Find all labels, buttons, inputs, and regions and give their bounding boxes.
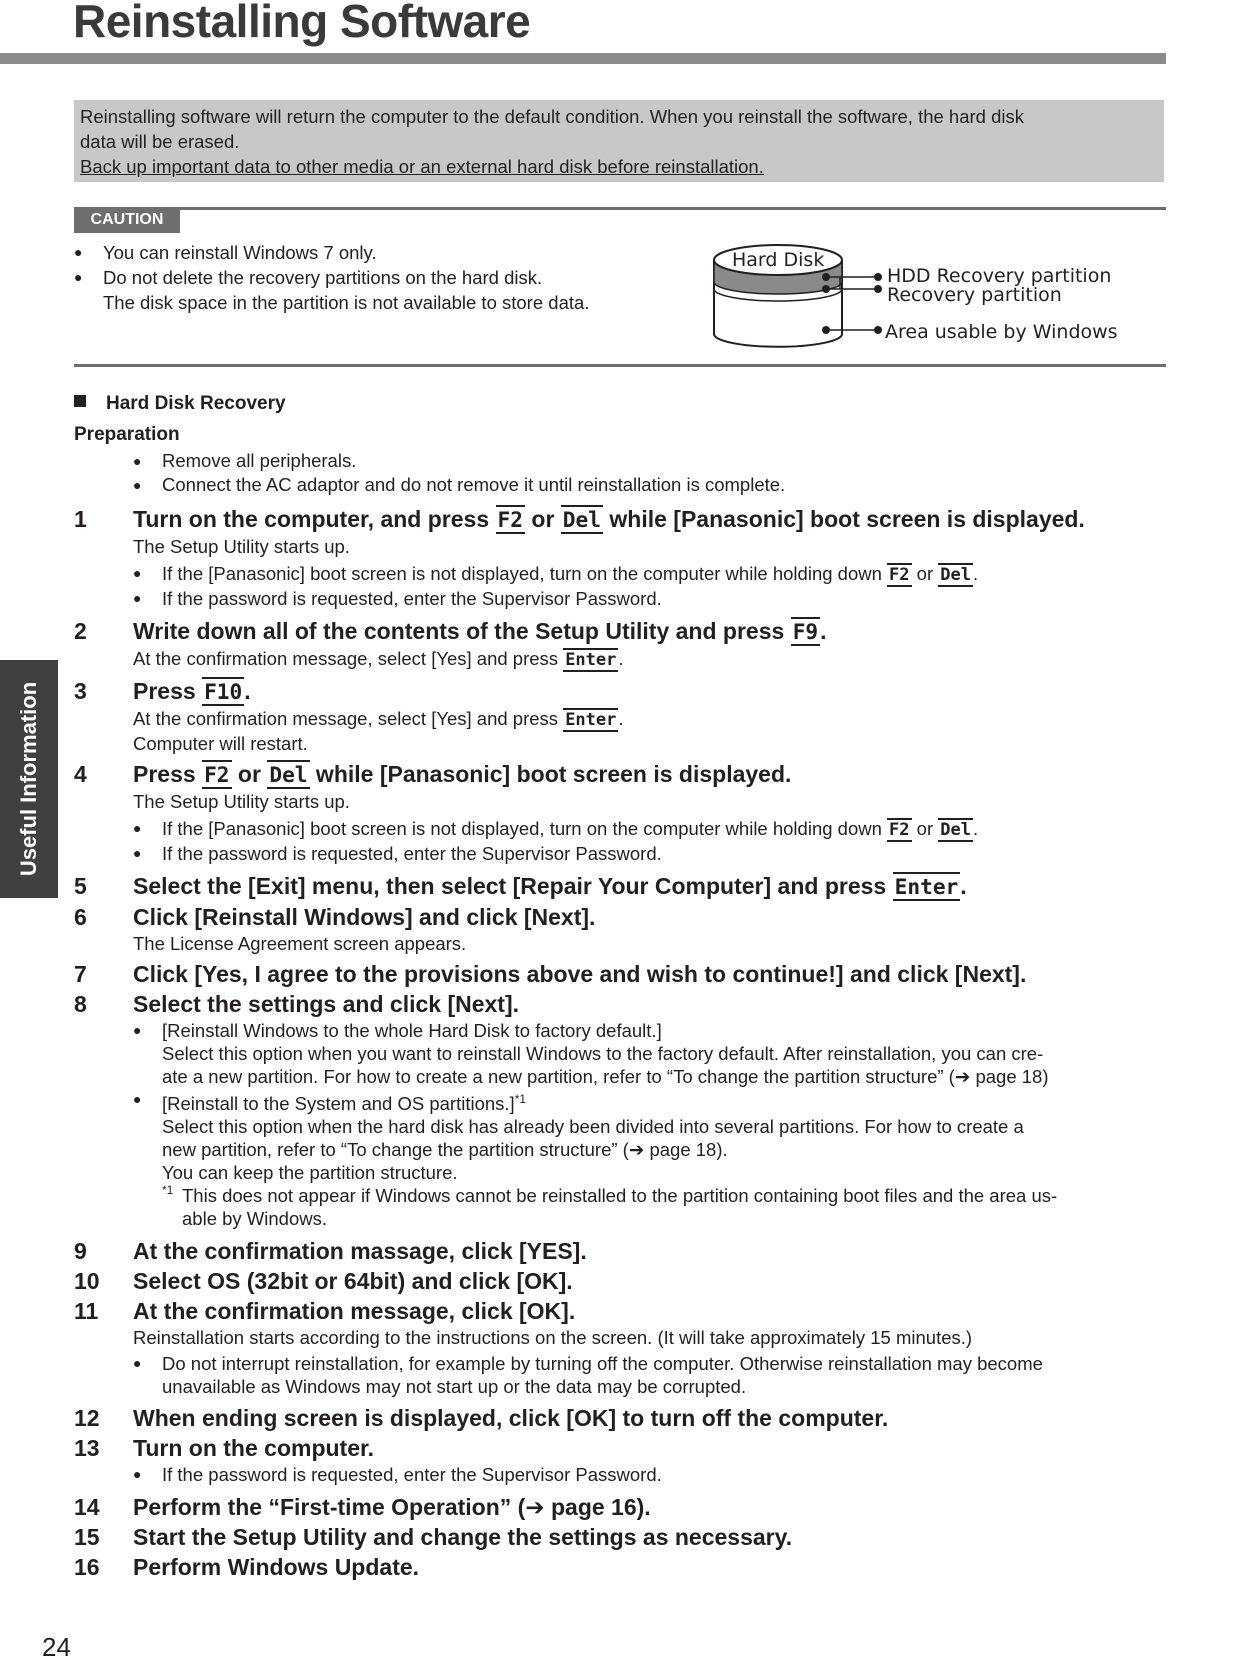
step-heading: Start the Setup Utility and change the settings as necessary. (133, 1524, 793, 1551)
step-heading: At the confirmation message, click [OK]. (133, 1298, 576, 1325)
step-bullet: ● If the password is requested, enter the Supervisor Password. (133, 1463, 1166, 1486)
key-enter: Enter (565, 710, 617, 730)
preparation-item: ● Remove all peripherals. (133, 449, 1133, 473)
intro-line: Reinstalling software will return the computer to the default condition. When you reinstall the software, the hard disk (80, 106, 1024, 127)
hard-disk-diagram (0, 0, 1240, 380)
step-bullet (133, 1088, 1166, 1230)
key-f2: F2 (204, 762, 230, 787)
step-bullet: ● If the password is requested, enter the Supervisor Password. (133, 842, 1166, 865)
label-recovery-partition: Recovery partition (887, 284, 1062, 306)
label-hdd-recovery-partition: HDD Recovery partition (887, 265, 1112, 287)
step-heading: Perform the “First-time Operation” (➔ page 16). (133, 1494, 651, 1521)
body-text: . (618, 648, 624, 669)
step-number: 8 (74, 991, 87, 1017)
step-bullet: ● If the password is requested, enter the Supervisor Password. (133, 587, 1166, 610)
step-text: while [Panasonic] boot screen is displayed. (309, 761, 792, 787)
intro-line: data will be erased. (80, 131, 240, 152)
section-heading (74, 393, 286, 415)
step-heading: When ending screen is displayed, click [OK] to turn off the computer. (133, 1405, 889, 1432)
intro-warning: Back up important data to other media or an external hard disk before reinstallation. (80, 156, 764, 177)
label-area-usable-by-windows: Area usable by Windows (885, 321, 1118, 343)
bullet-text: or (911, 818, 939, 839)
step-15 (74, 1522, 1166, 1552)
key-f2: F2 (497, 507, 523, 532)
step-14 (74, 1492, 1166, 1522)
step-number: 13 (74, 1435, 100, 1462)
caution-label: CAUTION (74, 207, 180, 233)
step-number: 3 (74, 678, 87, 704)
step-body (133, 707, 1166, 732)
step-text: Write down all of the contents of the Setup Utility and press (133, 618, 791, 644)
option-text: Select this option when you want to reinstall Windows to the factory default. After reinstallation, you can cre- (162, 1043, 1044, 1064)
step-9 (74, 1236, 1166, 1266)
footnote (162, 1184, 1166, 1230)
key-f9: F9 (792, 619, 819, 644)
step-number: 12 (74, 1405, 100, 1432)
step-8 (74, 989, 1166, 1230)
page-number: 24 (42, 1632, 71, 1662)
bullet-text: If the [Panasonic] boot screen is not displayed, turn on the computer while holding down (162, 563, 888, 584)
footnote-text: This does not appear if Windows cannot be reinstalled to the partition containing boot files and the area us- (182, 1185, 1058, 1207)
step-number: 10 (74, 1268, 100, 1295)
key-del: Del (940, 565, 971, 585)
step-heading: Perform Windows Update. (133, 1554, 420, 1581)
option-title: ● [Reinstall Windows to the whole Hard Disk to factory default.] (162, 1020, 662, 1041)
step-heading: Select OS (32bit or 64bit) and click [OK]. (133, 1268, 573, 1295)
step-text: . (244, 678, 251, 704)
side-tab (0, 660, 58, 898)
body-text: At the confirmation message, select [Yes] and press (133, 648, 564, 669)
preparation-item: ● Connect the AC adaptor and do not remove it until reinstallation is complete. (133, 473, 1133, 497)
bullet-text: ● Do not interrupt reinstallation, for example by turning off the computer. Otherwise reinstallation may become (162, 1353, 1043, 1375)
step-16 (74, 1552, 1166, 1582)
key-f10: F10 (204, 679, 243, 704)
step-heading: Click [Yes, I agree to the provisions above and wish to continue!] and click [Next]. (133, 961, 1027, 987)
step-heading (133, 871, 1166, 902)
step-bullet (133, 1352, 1166, 1398)
step-11 (74, 1296, 1166, 1398)
caution-item: ● You can reinstall Windows 7 only. (74, 240, 674, 265)
option-title-text: [Reinstall to the System and OS partitions.] (162, 1093, 515, 1115)
key-enter: Enter (565, 650, 617, 670)
bullet-text: If the [Panasonic] boot screen is not displayed, turn on the computer while holding down (162, 818, 888, 839)
option-title (162, 1088, 1166, 1115)
step-6 (74, 902, 1166, 955)
step-heading (133, 759, 1166, 790)
step-bullet (133, 1019, 1166, 1088)
step-1 (74, 504, 1166, 610)
step-4 (74, 759, 1166, 865)
step-number: 6 (74, 904, 87, 930)
step-text: while [Panasonic] boot screen is displayed. (603, 506, 1085, 532)
step-body: The Setup Utility starts up. (133, 791, 350, 812)
option-text: You can keep the partition structure. (162, 1162, 458, 1184)
step-12 (74, 1403, 1166, 1433)
step-number: 1 (74, 506, 87, 532)
step-text: Press (133, 678, 203, 704)
step-heading (133, 504, 1166, 535)
preparation-list (133, 449, 1133, 497)
step-text: or (231, 761, 268, 787)
option-text: new partition, refer to “To change the partition structure” (➔ page 18). (162, 1139, 728, 1161)
step-body (133, 647, 1166, 672)
body-text: . (618, 708, 624, 729)
bullet-text: . (973, 818, 979, 839)
step-text: . (960, 873, 967, 899)
step-heading (133, 616, 1166, 647)
step-heading (133, 676, 1166, 707)
preparation-title: Preparation (74, 424, 180, 445)
step-number: 5 (74, 873, 87, 899)
step-text: Select the [Exit] menu, then select [Repair Your Computer] and press (133, 873, 893, 899)
key-f2: F2 (889, 820, 910, 840)
body-text: At the confirmation message, select [Yes] and press (133, 708, 564, 729)
step-body: Computer will restart. (133, 733, 308, 754)
bullet-text: unavailable as Windows may not start up or the data may be corrupted. (162, 1376, 747, 1398)
option-text: Select this option when the hard disk has already been divided into several partitions. For how to create a (162, 1116, 1024, 1138)
option-text: ate a new partition. For how to create a new partition, refer to “To change the partition structure” (➔ page 18) (162, 1066, 1049, 1087)
step-number: 2 (74, 618, 87, 644)
step-heading: Turn on the computer. (133, 1435, 375, 1462)
footnote-text: able by Windows. (182, 1208, 327, 1230)
step-7 (74, 959, 1166, 989)
disk-label: Hard Disk (732, 249, 825, 271)
step-heading: At the confirmation massage, click [YES]. (133, 1238, 587, 1265)
step-body: The Setup Utility starts up. (133, 536, 350, 557)
step-13 (74, 1433, 1166, 1486)
bullet-text: or (911, 563, 939, 584)
step-bullet (133, 817, 1166, 842)
key-del: Del (940, 820, 971, 840)
step-number: 15 (74, 1524, 100, 1551)
step-5 (74, 871, 1166, 902)
section-title: Hard Disk Recovery (106, 393, 286, 414)
square-bullet-icon (74, 395, 86, 407)
step-body: The License Agreement screen appears. (133, 933, 467, 954)
step-body: Reinstallation starts according to the instructions on the screen. (It will take approximately 15 minutes.) (133, 1327, 973, 1349)
step-number: 9 (74, 1238, 87, 1265)
step-text: Turn on the computer, and press (133, 506, 496, 532)
caution-item-sub: The disk space in the partition is not available to store data. (103, 292, 590, 313)
step-heading: Select the settings and click [Next]. (133, 991, 520, 1017)
caution-item: ● Do not delete the recovery partitions on the hard disk. (74, 265, 674, 290)
step-number: 7 (74, 961, 87, 987)
footnote-ref: *1 (514, 1092, 527, 1106)
step-text: or (525, 506, 561, 532)
caution-rule-bottom (74, 364, 1166, 367)
step-number: 16 (74, 1554, 100, 1581)
key-del: Del (562, 507, 601, 532)
step-heading: Click [Reinstall Windows] and click [Next]. (133, 904, 596, 930)
step-number: 4 (74, 761, 87, 787)
step-text: . (820, 618, 827, 644)
step-list (74, 504, 1166, 1582)
key-f2: F2 (889, 565, 910, 585)
step-10 (74, 1266, 1166, 1296)
key-enter: Enter (894, 874, 959, 899)
bullet-text: . (973, 563, 979, 584)
step-number: 14 (74, 1494, 100, 1521)
step-3 (74, 676, 1166, 755)
step-number: 11 (74, 1298, 99, 1325)
step-bullet (133, 562, 1166, 587)
step-text: Press (133, 761, 203, 787)
step-2 (74, 616, 1166, 672)
key-del: Del (269, 762, 308, 787)
page-title: Reinstalling Software (73, 0, 531, 47)
side-tab-label: Useful Information (16, 681, 41, 877)
footnote-mark: *1 (162, 1183, 174, 1198)
